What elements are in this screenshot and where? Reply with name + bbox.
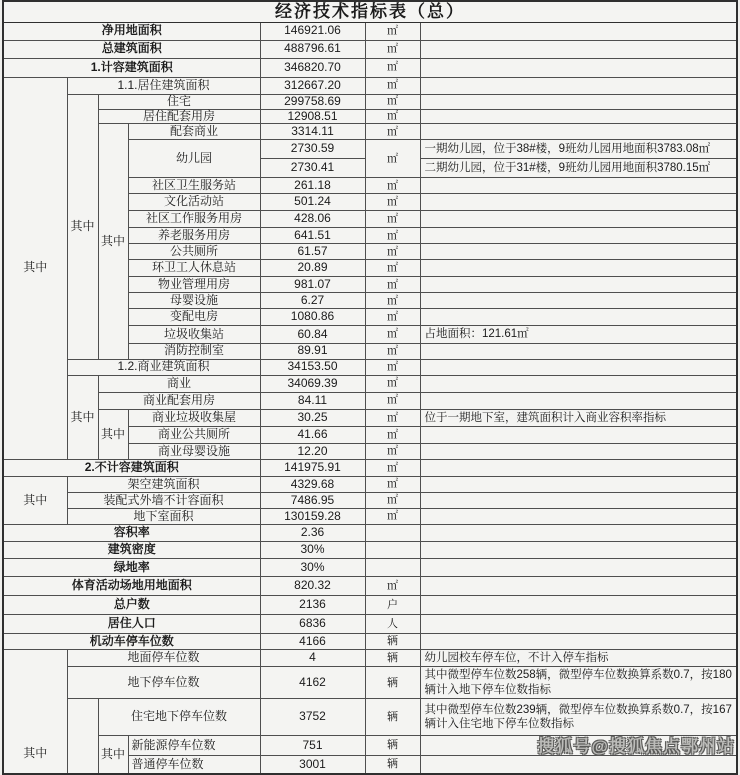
row-value: 84.11: [260, 392, 365, 409]
table-row: [3, 559, 737, 577]
row-unit: ㎡: [365, 409, 420, 426]
row-label: 1.计容建筑面积: [3, 58, 260, 77]
table-row: [3, 58, 737, 77]
row-label: 商业配套用房: [98, 392, 260, 409]
row-remark: [420, 77, 737, 94]
table-row: [3, 493, 737, 509]
row-label: 普通停车位数: [128, 756, 260, 774]
row-remark: [420, 392, 737, 409]
row-value: 820.32: [260, 577, 365, 596]
row-remark: [420, 343, 737, 359]
row-label: 垃圾收集站: [128, 326, 260, 343]
row-remark: [420, 178, 737, 194]
row-label: 2.不计容建筑面积: [3, 460, 260, 477]
row-unit: ㎡: [365, 94, 420, 109]
row-value: 428.06: [260, 211, 365, 228]
row-unit: ㎡: [365, 392, 420, 409]
row-value: 2136: [260, 596, 365, 615]
row-unit: ㎡: [365, 244, 420, 260]
row-unit: ㎡: [365, 326, 420, 343]
table-row: [3, 94, 737, 109]
row-unit: ㎡: [365, 194, 420, 211]
row-value: 30%: [260, 559, 365, 577]
row-remark: [420, 615, 737, 634]
row-label: 1.2.商业建筑面积: [67, 359, 260, 375]
row-remark: 位于一期地下室，建筑面积计入商业容积率指标: [420, 409, 737, 426]
row-label: 1.1.居住建筑面积: [67, 77, 260, 94]
row-label: 物业管理用房: [128, 277, 260, 293]
row-label: 文化活动站: [128, 194, 260, 211]
row-label: 体育活动场地用地面积: [3, 577, 260, 596]
table-row: [3, 667, 737, 699]
row-label: 居住配套用房: [98, 109, 260, 124]
row-value: 3752: [260, 699, 365, 736]
row-value: 141975.91: [260, 460, 365, 477]
row-value: 299758.69: [260, 94, 365, 109]
row-unit: ㎡: [365, 211, 420, 228]
row-remark: [420, 58, 737, 77]
row-value: 641.51: [260, 228, 365, 244]
row-label: 装配式外墙不计容面积: [67, 493, 260, 509]
row-remark: [420, 40, 737, 58]
row-unit: ㎡: [365, 309, 420, 326]
row-remark: 二期幼儿园，位于31#楼，9班幼儿园用地面积3780.15㎡: [420, 159, 737, 178]
row-label: 商业公共厕所: [128, 427, 260, 444]
among-cell: 其中: [3, 77, 67, 460]
row-remark: [420, 444, 737, 460]
row-label: 总建筑面积: [3, 40, 260, 58]
table-row: [3, 77, 737, 94]
row-remark: [420, 756, 737, 774]
row-remark: [420, 244, 737, 260]
row-label: 母婴设施: [128, 293, 260, 309]
row-value: 20.89: [260, 260, 365, 277]
row-remark: [420, 493, 737, 509]
table-row: [3, 359, 737, 375]
row-unit: 户: [365, 596, 420, 615]
merged-empty-cell: [67, 699, 98, 774]
row-value: 312667.20: [260, 77, 365, 94]
table-row: [3, 650, 737, 667]
row-value: 4166: [260, 634, 365, 650]
row-remark: [420, 542, 737, 559]
row-value: 3314.11: [260, 124, 365, 140]
table-row: [3, 525, 737, 542]
table-row: [3, 542, 737, 559]
row-label: 幼儿园: [128, 140, 260, 178]
row-remark: [420, 228, 737, 244]
row-remark: [420, 634, 737, 650]
row-value: 60.84: [260, 326, 365, 343]
row-label: 建筑密度: [3, 542, 260, 559]
row-unit: 辆: [365, 699, 420, 736]
row-remark: [420, 559, 737, 577]
row-unit: ㎡: [365, 359, 420, 375]
row-value: 2.36: [260, 525, 365, 542]
row-remark: [420, 124, 737, 140]
row-label: 净用地面积: [3, 22, 260, 40]
among-cell: 其中: [67, 375, 98, 459]
row-unit: ㎡: [365, 77, 420, 94]
row-unit: ㎡: [365, 178, 420, 194]
row-value: 12.20: [260, 444, 365, 460]
row-unit: [365, 559, 420, 577]
row-value: 261.18: [260, 178, 365, 194]
row-unit: ㎡: [365, 460, 420, 477]
table-row: [3, 40, 737, 58]
row-remark: [420, 211, 737, 228]
table-row: [3, 699, 737, 736]
row-remark: [420, 309, 737, 326]
row-remark: [420, 22, 737, 40]
row-label: 消防控制室: [128, 343, 260, 359]
page-title: 经济技术指标表（总）: [3, 1, 737, 22]
table-row: [3, 375, 737, 392]
row-value: 30%: [260, 542, 365, 559]
among-cell: 其中: [98, 736, 128, 774]
row-unit: ㎡: [365, 58, 420, 77]
row-value: 6.27: [260, 293, 365, 309]
row-value: 751: [260, 736, 365, 756]
table-row: [3, 460, 737, 477]
table-row: [3, 124, 737, 140]
row-remark: [420, 260, 737, 277]
row-label: 机动车停车位数: [3, 634, 260, 650]
row-value: 4329.68: [260, 477, 365, 493]
row-unit: ㎡: [365, 509, 420, 525]
row-unit: 辆: [365, 650, 420, 667]
row-unit: ㎡: [365, 427, 420, 444]
row-value: 4: [260, 650, 365, 667]
row-label: 变配电房: [128, 309, 260, 326]
among-cell: 其中: [67, 94, 98, 359]
table-row: [3, 577, 737, 596]
row-label: 地下室面积: [67, 509, 260, 525]
row-unit: ㎡: [365, 375, 420, 392]
row-unit: ㎡: [365, 444, 420, 460]
row-label: 配套商业: [128, 124, 260, 140]
row-remark: 其中微型停车位数239辆，微型停车位数换算系数0.7，按167辆计入住宅地下停车位数指标: [420, 699, 737, 736]
row-unit: ㎡: [365, 124, 420, 140]
row-unit: ㎡: [365, 293, 420, 309]
row-remark: [420, 477, 737, 493]
row-label: 住宅: [98, 94, 260, 109]
row-label: 地面停车位数: [67, 650, 260, 667]
row-unit: ㎡: [365, 22, 420, 40]
row-value: 981.07: [260, 277, 365, 293]
row-label: 架空建筑面积: [67, 477, 260, 493]
row-unit: 人: [365, 615, 420, 634]
row-value: 130159.28: [260, 509, 365, 525]
row-value: 488796.61: [260, 40, 365, 58]
row-remark: [420, 577, 737, 596]
row-unit: ㎡: [365, 140, 420, 178]
table-row: [3, 409, 737, 426]
row-remark: [420, 277, 737, 293]
row-label: 地下停车位数: [67, 667, 260, 699]
row-label: 社区卫生服务站: [128, 178, 260, 194]
row-value: 6836: [260, 615, 365, 634]
row-remark: [420, 293, 737, 309]
row-label: 容积率: [3, 525, 260, 542]
row-label: 社区工作服务用房: [128, 211, 260, 228]
row-value: 346820.70: [260, 58, 365, 77]
table-row: [3, 509, 737, 525]
row-label: 商业垃圾收集屋: [128, 409, 260, 426]
row-remark: [420, 375, 737, 392]
row-unit: 辆: [365, 736, 420, 756]
row-unit: ㎡: [365, 40, 420, 58]
row-value: 34069.39: [260, 375, 365, 392]
row-value: 3001: [260, 756, 365, 774]
table-row: [3, 634, 737, 650]
indicators-table: [2, 0, 738, 775]
row-unit: ㎡: [365, 109, 420, 124]
watermark-text: 搜狐号@搜狐焦点鄂州站: [537, 737, 735, 756]
row-value: 2730.59: [260, 140, 365, 159]
table-row: [3, 615, 737, 634]
row-value: 61.57: [260, 244, 365, 260]
row-unit: ㎡: [365, 343, 420, 359]
row-label: 绿地率: [3, 559, 260, 577]
row-value: 34153.50: [260, 359, 365, 375]
row-value: 4162: [260, 667, 365, 699]
row-unit: ㎡: [365, 277, 420, 293]
row-remark: [420, 427, 737, 444]
table-title-row: [3, 1, 737, 22]
row-remark: 幼儿园校车停车位，不计入停车指标: [420, 650, 737, 667]
among-cell: 其中: [3, 477, 67, 525]
row-remark: [420, 94, 737, 109]
row-label: 总户数: [3, 596, 260, 615]
row-unit: ㎡: [365, 260, 420, 277]
row-value: 30.25: [260, 409, 365, 426]
row-label: 新能源停车位数: [128, 736, 260, 756]
table-row: [3, 596, 737, 615]
row-remark: [420, 460, 737, 477]
row-value: 41.66: [260, 427, 365, 444]
row-unit: ㎡: [365, 228, 420, 244]
table-row: [3, 22, 737, 40]
row-label: 环卫工人休息站: [128, 260, 260, 277]
row-remark: [420, 509, 737, 525]
row-label: 公共厕所: [128, 244, 260, 260]
row-unit: 辆: [365, 667, 420, 699]
row-unit: ㎡: [365, 577, 420, 596]
row-remark: [420, 194, 737, 211]
row-value: 1080.86: [260, 309, 365, 326]
row-unit: [365, 525, 420, 542]
row-remark: [420, 525, 737, 542]
row-value: 7486.95: [260, 493, 365, 509]
row-unit: 辆: [365, 756, 420, 774]
row-value: 12908.51: [260, 109, 365, 124]
row-label: 住宅地下停车位数: [98, 699, 260, 736]
row-label: 商业母婴设施: [128, 444, 260, 460]
row-label: 养老服务用房: [128, 228, 260, 244]
row-remark: [420, 109, 737, 124]
row-remark: 占地面积：121.61㎡: [420, 326, 737, 343]
row-unit: ㎡: [365, 493, 420, 509]
among-cell: 其中: [98, 409, 128, 459]
row-unit: ㎡: [365, 477, 420, 493]
row-unit: 辆: [365, 634, 420, 650]
row-remark: [420, 359, 737, 375]
among-cell: 其中: [3, 650, 67, 774]
row-remark: 一期幼儿园，位于38#楼，9班幼儿园用地面积3783.08㎡: [420, 140, 737, 159]
among-cell: 其中: [98, 124, 128, 359]
row-value: 89.91: [260, 343, 365, 359]
row-value: 2730.41: [260, 159, 365, 178]
row-label: 商业: [98, 375, 260, 392]
row-unit: [365, 542, 420, 559]
row-value: 501.24: [260, 194, 365, 211]
row-remark: [420, 596, 737, 615]
table-row: [3, 477, 737, 493]
row-value: 146921.06: [260, 22, 365, 40]
table-row: [3, 392, 737, 409]
table-row: [3, 109, 737, 124]
row-label: 居住人口: [3, 615, 260, 634]
row-remark: 其中微型停车位数258辆，微型停车位数换算系数0.7，按180辆计入地下停车位数指标: [420, 667, 737, 699]
